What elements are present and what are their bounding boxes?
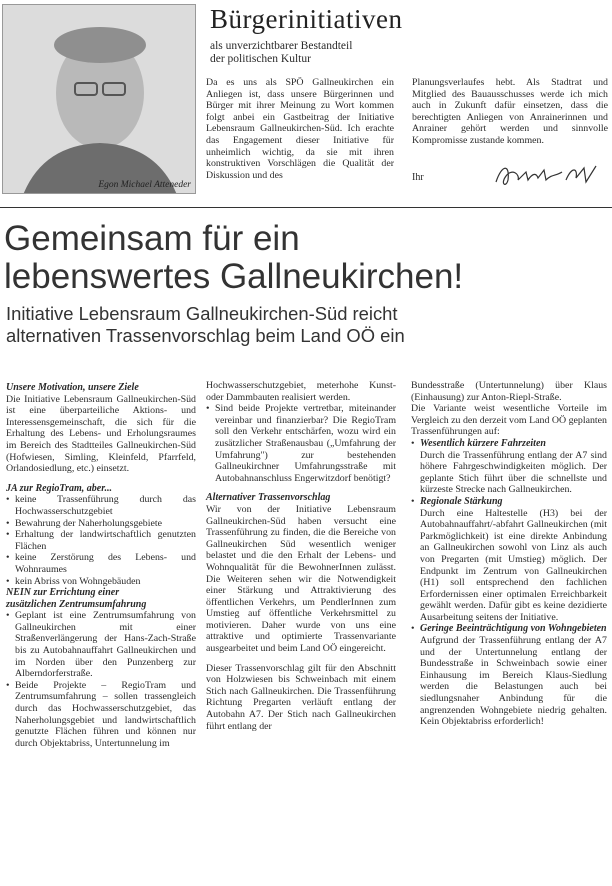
section-subtitle bbox=[210, 40, 352, 66]
alternative-heading: Alternativer Trassenvorschlag bbox=[206, 492, 331, 504]
deck bbox=[6, 303, 405, 347]
list-item: • Geplant ist eine Zentrumsumfahrung von Gallneukirchen mit einer Straßenverlängerung der Hans-Zach-Straße bis zu Autobahnauffahrt Gallneukirchen und im Norden über den Punzenberg zur Alberndorferstraße. bbox=[6, 610, 196, 680]
list-item: • Sind beide Projekte vertretbar, miteinander vereinbar und finanzierbar? Die RegioTram soll den Verkehr entschärfen, wozu wird ein zusätzlicher Straßenausbau („Umfahrung der Umfahrung") zur bestehenden Gallneukirchner Umfahrungsstraße mit Autobahnanschluss Engerwitzdorf benötigt? bbox=[206, 403, 396, 484]
headline-line: Gemeinsam für ein bbox=[4, 219, 300, 258]
route-text: Dieser Trassenvorschlag gilt für den Abschnitt von Holzwiesen bis Schweinbach mit einem Stich nach Gallneukirchen. Die Trassenführung Richtung Pregarten verläuft entlang der Autobahn A7. Der Stich nach Gallneukirchen führt entlang der bbox=[206, 662, 396, 732]
portrait-image bbox=[3, 5, 196, 194]
subtitle-line: der politischen Kultur bbox=[210, 53, 311, 65]
advantage-heading: • Geringe Beeinträchtigung von Wohngebieten bbox=[420, 623, 607, 635]
list-item: • Beide Projekte – RegioTram und Zentrumsumfahrung – sollen trassengleich durch das Hochwasserschutzgebiet, das Naherholungsgebiet und landwirtschaftlich genutzte Flächen führen und können nur durch Objektabriss, Untertunnelung im bbox=[6, 680, 196, 750]
intro-text-left: Da es uns als SPÖ Gallneukirchen ein Anliegen ist, dass unsere Bürgerinnen und Bürger mit ihrer Meinung zu Wort kommen folgt anbei ein Gastbeitrag der Initiative Lebensraum Gallneukirchen-Süd. Ich erachte das Engagement dieser Initiative für unheimlich wichtig, da sie mit ihren konstruktiven Vorschlägen die Qualität der Diskussion und des bbox=[206, 77, 394, 181]
list-item bbox=[411, 496, 607, 624]
intro-text-right: Planungsverlaufes hebt. Als Stadtrat und Mitglied des Bauausschusses werde ich mich auch in Zukunft dafür einsetzen, dass die berechtigten Anliegen von Anrainerinnen und Anrainer gehört werden und sinnvolle Kompromisse zustande kommen. bbox=[412, 77, 608, 146]
section-title: Bürgerinitiativen bbox=[210, 4, 403, 34]
ja-heading: JA zur RegioTram, aber... bbox=[6, 482, 113, 494]
nein-list bbox=[6, 610, 196, 749]
list-item bbox=[411, 623, 607, 727]
motivation-heading: Unsere Motivation, unsere Ziele bbox=[6, 382, 139, 393]
divider bbox=[0, 207, 612, 208]
advantage-heading: • Regionale Stärkung bbox=[420, 495, 503, 507]
alternative-text: Wir von der Initiative Lebensraum Gallneukirchen-Süd haben versucht eine Trassenführung zu finden, die die Bereiche von Gallneukirchen Süd wesentlich weniger belastet und die den Erhalt der Lebens- und Wohnqualität für die BewohnerInnen zulässt. Die Weiteren sehen wir die Notwendigkeit einer Stärkung und Attraktivierung des öffentlichen Verkehrs, um PendlerInnen zum Umstieg auf öffentliche Verkehrsmittel zu motivieren. Daher wurde von uns eine attraktive und optimierte Trassenvariante ausgearbeitet und beim Land OÖ eingereicht. bbox=[206, 503, 396, 655]
ja-list bbox=[6, 494, 196, 587]
list-item: • Erhaltung der landwirtschaftlich genutzten Flächen bbox=[6, 529, 196, 552]
continuation-text: Hochwasserschutzgebiet, meterhohe Kunst- oder Dammbauten realisiert werden. bbox=[206, 380, 396, 403]
nein-heading-line: NEIN zur Errichtung einer bbox=[6, 587, 120, 599]
list-item: • keine Zerstörung des Lebens- und Wohnraumes bbox=[6, 552, 196, 575]
advantage-text: Aufgrund der Trassenführung entlang der A7 und der Untertunnelung entlang der Bundesstraße in Schweinbach sowie einer Einhausung im Bereich Klaus-Siedlung werden die Belastungen auch bei siedlungsnaher Anbindung für die angrenzenden Wohngebiete niedrig gehalten. Kein Objektabriss erforderlich! bbox=[420, 635, 607, 728]
motivation-text: Die Initiative Lebensraum Gallneukirchen-Süd ist eine überparteiliche Aktions- und Interessensgemeinschaft, die sich für die Erhaltung des Lebens- und Erholungsraumes im Bereich des Stadtteiles Gallneukirchen-Süd (Hofwiesen, Simling, Kleinfeld, Pfarrfeld, Orlandosiedlung, etc.) einsetzt. bbox=[6, 393, 196, 475]
column-2 bbox=[206, 380, 396, 732]
column-3 bbox=[411, 380, 607, 728]
list-item: • kein Abriss von Wohngebäuden bbox=[6, 576, 196, 588]
list-item: • Bewahrung der Naherholungsgebiete bbox=[6, 518, 196, 530]
advantages-intro: Die Variante weist wesentliche Vorteile im Vergleich zu den derzeit vom Land OÖ geplanten Trassenführungen auf: bbox=[411, 403, 607, 438]
advantage-text: Durch eine Haltestelle (H3) bei der Autobahnauffahrt/-abfahrt Gallneukirchen (mit Parkmöglichkeit) ist eine direkte Anbindung an Gallneukirchen sowohl von Linz als auch von Pregarten (mit Umstieg) möglich. Der Endpunkt im Zentrum von Gallneukirchen (H1) soll entsprechend den fachlichen Erfordernissen einer optimalen Erreichbarkeit gewählt werden. Dafür gibt es keine dezidierte Ausarbeitung seitens der Initiative. bbox=[420, 507, 607, 623]
headline-line: lebenswertes Gallneukirchen! bbox=[4, 257, 464, 296]
nein-heading bbox=[6, 587, 196, 610]
subtitle-line: als unverzichtbarer Bestandteil bbox=[210, 40, 353, 52]
nein-heading-line: zusätzlichen Zentrumsumfahrung bbox=[6, 598, 147, 610]
author-photo bbox=[2, 4, 196, 194]
list-item bbox=[411, 438, 607, 496]
deck-line: alternativen Trassenvorschlag beim Land OÖ ein bbox=[6, 325, 405, 346]
advantage-heading: • Wesentlich kürzere Fahrzeiten bbox=[420, 437, 546, 449]
signature bbox=[492, 160, 602, 194]
advantages-list bbox=[411, 438, 607, 728]
question-list bbox=[206, 403, 396, 484]
continuation-text: Bundesstraße (Untertunnelung) über Klaus (Einhausung) zur Anton-Riepl-Straße. bbox=[411, 380, 607, 403]
advantage-text: Durch die Trassenführung entlang der A7 sind höhere Fahrgeschwindigkeiten möglich. Der geplante Stich führt über die schnellste und kürzeste Strecke nach Gallneukirchen. bbox=[420, 449, 607, 496]
deck-line: Initiative Lebensraum Gallneukirchen-Süd reicht bbox=[6, 303, 398, 324]
column-1 bbox=[6, 382, 196, 749]
list-item: • keine Trassenführung durch das Hochwasserschutzgebiet bbox=[6, 494, 196, 517]
headline bbox=[4, 220, 463, 296]
photo-caption: Egon Michael Atteneder bbox=[98, 180, 191, 190]
closing-word: Ihr bbox=[412, 172, 424, 183]
